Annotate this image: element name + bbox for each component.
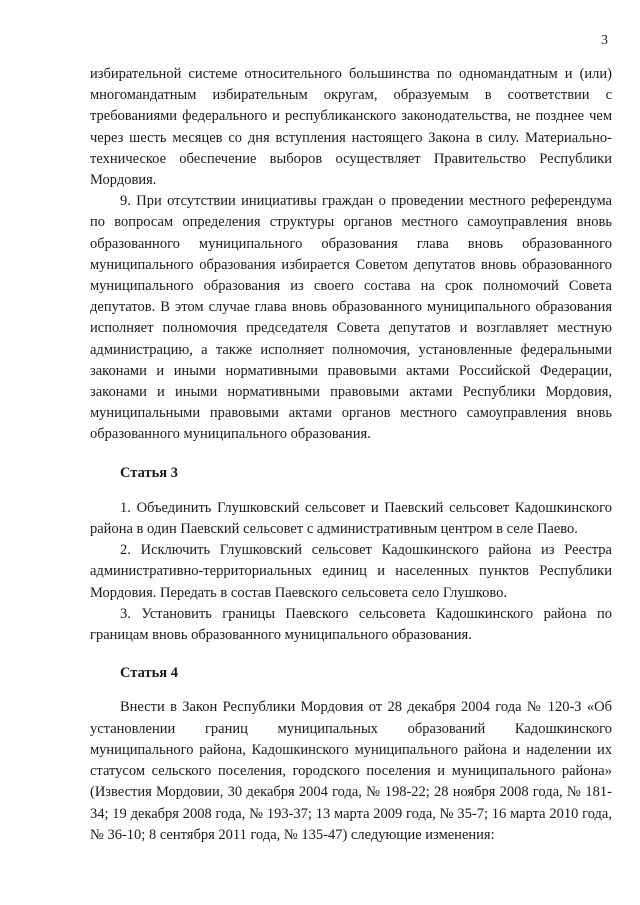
page-number: 3 [601,33,608,48]
article-3-item-2: 2. Исключить Глушковский сельсовет Кадошкинского района из Реестра административно-территориальных единиц и населенных пунктов Республики Мордовия. Передать в состав Паевского сельсовета село Глушково. [90,542,612,601]
article-3-item-3: 3. Установить границы Паевского сельсовета Кадошкинского района по границам вновь образованного муниципального образования. [90,605,612,644]
article-4-text: Внести в Закон Республики Мордовия от 28 декабря 2004 года № 120-З «Об установлении границ муниципальных образований Кадошкинского муниципального района, Кадошкинского муниципального района и наделении их статусом сельского поселения, городского поселения и муниципального района» (Известия Мордовии, 30 декабря 2004 года, № 198-22; 28 ноября 2008 года, № 181-34; 19 декабря 2008 года, № 193-37; 13 марта 2009 года, № 35-7; 16 марта 2010 года, № 36-10; 8 сентября 2011 года, № 135-47) следующие изменения: [90,699,612,843]
document-body [90,64,612,846]
article-3-item-1: 1. Объединить Глушковский сельсовет и Паевский сельсовет Кадошкинского района в один Паевский сельсовет с административным центром в селе Паево. [90,499,612,538]
paragraph-continuation: избирательной системе относительного большинства по одномандатным и (или) многомандатным избирательным округам, образуемым в соответствии с требованиями федерального и республиканского законодательства, не позднее чем через шесть месяцев со дня вступления настоящего Закона в силу. Материально-техническое обеспечение выборов осуществляет Правительство Республики Мордовия. [90,66,612,189]
paragraph-item-9: 9. При отсутствии инициативы граждан о проведении местного референдума по вопросам определения структуры органов местного самоуправления вновь образованного муниципального образования глава вновь образованного муниципального образования избирается Советом депутатов вновь образованного муниципального образования из своего состава на срок полномочий Совета депутатов. В этом случае глава вновь образованного муниципального образования исполняет полномочия председателя Совета депутатов и возглавляет местную администрацию, а также исполняет полномочия, установленные федеральными законами и иными нормативными правовыми актами Российской Федерации, законами и иными нормативными правовыми актами Республики Мордовия, муниципальными правовыми актами органов местного самоуправления вновь образованного муниципального образования. [90,193,612,443]
article-4-heading: Статья 4 [120,665,178,682]
article-3-heading: Статья 3 [120,464,178,481]
